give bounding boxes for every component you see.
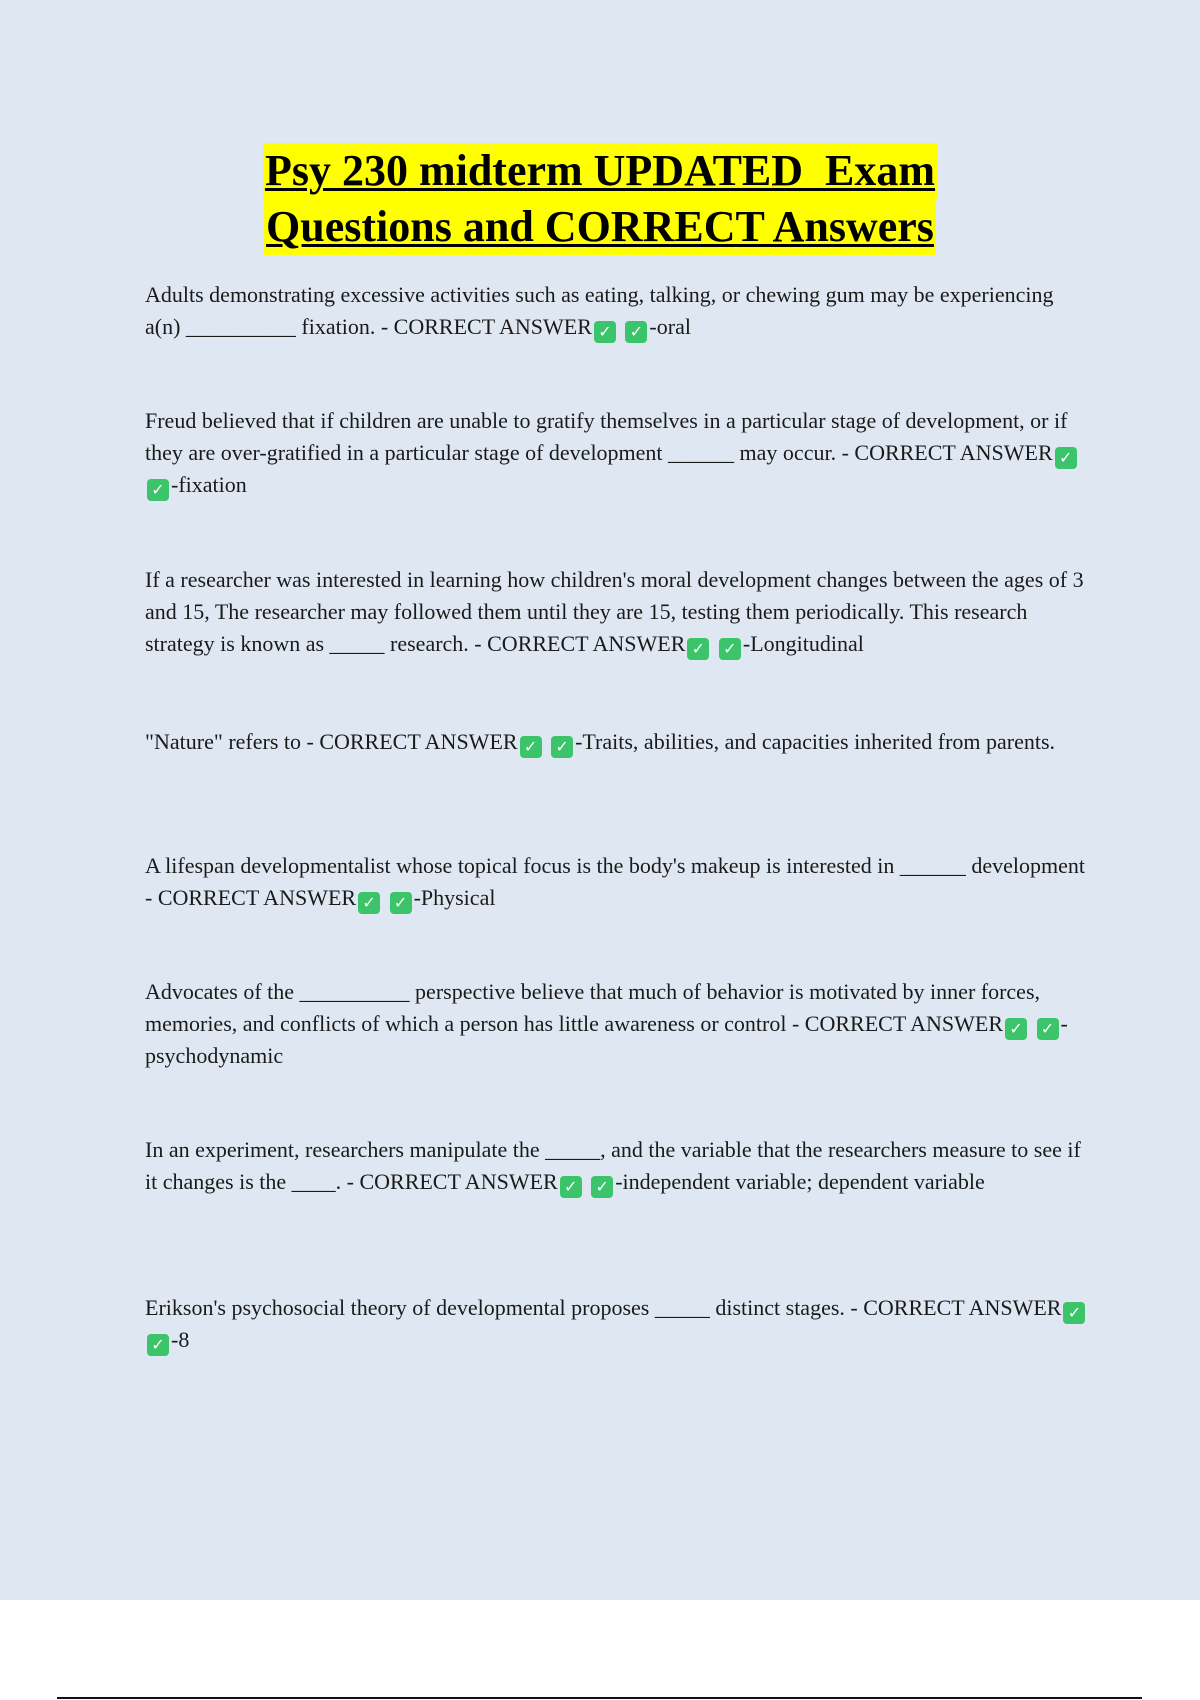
question-text: In an experiment, researchers manipulate the _____, and the variable that the researchers measure to see if it changes is the ____. - CORRECT ANSWER [145,1137,1081,1194]
check-mark-icon: ✓ [390,892,412,914]
question-text: Advocates of the __________ perspective believe that much of behavior is motivated by inner forces, memories, and conflicts of which a person has little awareness or control - CORRECT ANSWER [145,979,1041,1036]
check-mark-icon: ✓ [625,321,647,343]
answer-text: -Longitudinal [742,631,864,656]
title-line-2: Questions and CORRECT Answers [264,199,936,255]
question-text: Adults demonstrating excessive activities such as eating, talking, or chewing gum may be experiencing a(n) __________ fixation. - CORRECT ANSWER [145,282,1054,339]
qa-item-5 [145,850,1090,914]
title-line-1: Psy 230 midterm UPDATED Exam [263,143,937,199]
question-text: Freud believed that if children are unable to gratify themselves in a particular stage of development, or if they are over-gratified in a particular stage of development ______ may occur. - CORRECT ANSWER [145,408,1068,465]
answer-text: -Traits, abilities, and capacities inherited from parents. [575,729,1056,754]
check-mark-icon: ✓ [358,892,380,914]
answer-text: -8 [171,1327,190,1352]
check-mark-icon: ✓ [147,1334,169,1356]
check-mark-icon: ✓ [1037,1018,1059,1040]
check-mark-icon: ✓ [147,479,169,501]
question-text: A lifespan developmentalist whose topical focus is the body's makeup is interested in ______ development - CORRECT ANSWER [145,853,1085,910]
answer-text: -independent variable; dependent variable [615,1169,985,1194]
check-mark-icon: ✓ [560,1176,582,1198]
qa-item-4 [145,726,1090,758]
page-title [0,143,1200,255]
qa-item-3 [145,564,1090,660]
answer-text: -oral [649,314,691,339]
check-mark-icon: ✓ [687,638,709,660]
qa-item-2 [145,405,1090,501]
answer-text: -fixation [171,472,247,497]
qa-item-7 [145,1134,1090,1198]
answer-text: -Physical [413,885,496,910]
question-text: If a researcher was interested in learning how children's moral development changes between the ages of 3 and 15, The researcher may followed them until they are 15, testing them periodically. This research strategy is known as _____ research. - CORRECT ANSWER [145,567,1084,656]
question-text: "Nature" refers to - CORRECT ANSWER [145,729,518,754]
check-mark-icon: ✓ [594,321,616,343]
check-mark-icon: ✓ [1055,447,1077,469]
footer-divider [57,1697,1142,1699]
answer-text: -psychodynamic [145,1011,1068,1068]
qa-item-8 [145,1292,1090,1356]
check-mark-icon: ✓ [1063,1302,1085,1324]
check-mark-icon: ✓ [719,638,741,660]
check-mark-icon: ✓ [591,1176,613,1198]
check-mark-icon: ✓ [1005,1018,1027,1040]
qa-item-6 [145,976,1090,1072]
check-mark-icon: ✓ [551,736,573,758]
qa-item-1 [145,279,1090,343]
question-text: Erikson's psychosocial theory of developmental proposes _____ distinct stages. - CORRECT ANSWER [145,1295,1062,1320]
check-mark-icon: ✓ [520,736,542,758]
